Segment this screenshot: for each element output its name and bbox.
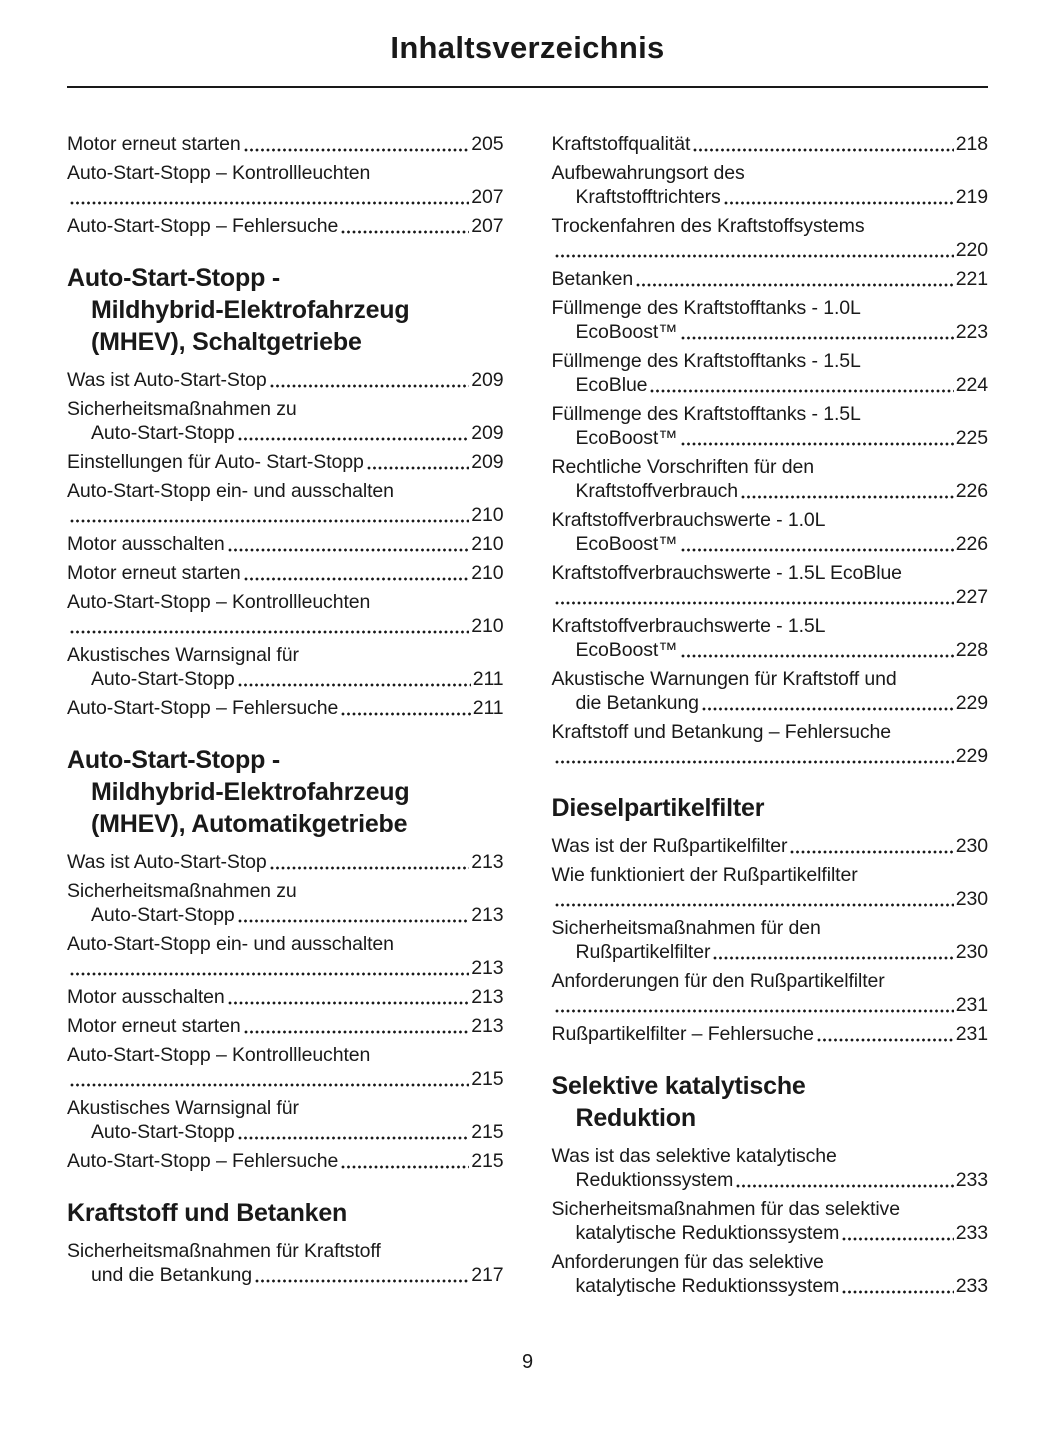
toc-entry — [67, 850, 504, 874]
toc-entry-line — [552, 373, 989, 397]
toc-entry-line — [67, 590, 504, 614]
section-heading-line: Auto-Start-Stopp - — [67, 264, 281, 292]
dot-leader — [70, 630, 469, 634]
toc-entry-line — [552, 969, 989, 993]
toc-entry — [67, 214, 504, 238]
toc-column-1 — [67, 132, 504, 1303]
section-heading-line: Mildhybrid-Elektrofahrzeug — [91, 296, 410, 324]
section-heading-line: Kraftstoff und Betanken — [67, 1199, 348, 1227]
dot-leader — [790, 850, 953, 854]
toc-entry-line — [552, 296, 989, 320]
dot-leader — [244, 148, 470, 152]
toc-entry-text: Rußpartikelfilter — [575, 941, 711, 963]
section-heading — [67, 1197, 504, 1229]
toc-entry-text: Auto-Start-Stopp – Fehlersuche — [67, 1150, 339, 1172]
dot-leader — [244, 577, 470, 581]
dot-leader — [270, 384, 470, 388]
toc-entry-page: 220 — [955, 239, 988, 261]
toc-entry — [552, 1022, 989, 1046]
toc-entry-text: Kraftstoffverbrauch — [575, 480, 738, 502]
toc-entry-line — [552, 132, 989, 156]
toc-entry — [552, 402, 989, 450]
toc-entry-page: 233 — [955, 1275, 988, 1297]
section-heading-line: Reduktion — [575, 1104, 696, 1132]
toc-entry-text: und die Betankung — [91, 1264, 252, 1286]
dot-leader — [713, 956, 953, 960]
toc-entry — [552, 132, 989, 156]
toc-entry — [67, 161, 504, 209]
toc-entry-text: Akustisches Warnsignal für — [67, 644, 299, 666]
toc-entry-line — [552, 614, 989, 638]
toc-entry-text: Auto-Start-Stopp – Kontrollleuchten — [67, 591, 371, 613]
toc-entry-text: Einstellungen für Auto- Start-Stopp — [67, 451, 364, 473]
toc-entry-line — [67, 903, 504, 927]
toc-entry — [67, 450, 504, 474]
toc-entry-line — [67, 614, 504, 638]
section-heading-line: Auto-Start-Stopp - — [67, 746, 281, 774]
toc-entry-line — [67, 421, 504, 445]
toc-entry-text: Sicherheitsmaßnahmen für Kraftstoff — [67, 1240, 381, 1262]
toc-entry-text: Sicherheitsmaßnahmen zu — [67, 398, 297, 420]
toc-entry-line — [67, 985, 504, 1009]
dot-leader — [228, 1001, 470, 1005]
toc-entry — [67, 643, 504, 691]
dot-leader — [693, 148, 953, 152]
dot-leader — [702, 707, 954, 711]
toc-entry-page: 230 — [955, 888, 988, 910]
toc-entry — [552, 296, 989, 344]
toc-entry-line — [67, 1120, 504, 1144]
toc-entry-line — [67, 132, 504, 156]
toc-entry-text: Motor ausschalten — [67, 533, 225, 555]
dot-leader — [555, 1009, 954, 1013]
toc-entry-page: 207 — [471, 186, 504, 208]
toc-entry-page: 215 — [471, 1150, 504, 1172]
dot-leader — [244, 1030, 470, 1034]
toc-entry-text: Akustisches Warnsignal für — [67, 1097, 299, 1119]
dot-leader — [741, 495, 954, 499]
toc-entry-line — [552, 349, 989, 373]
toc-entry — [552, 720, 989, 768]
toc-entry-text: Was ist das selektive katalytische — [551, 1145, 837, 1167]
toc-entry — [552, 667, 989, 715]
toc-entry — [552, 349, 989, 397]
toc-entry-text: Anforderungen für das selektive — [551, 1251, 824, 1273]
toc-entry-text: Auto-Start-Stopp — [91, 1121, 235, 1143]
toc-entry-line — [552, 185, 989, 209]
toc-entry-line — [67, 667, 504, 691]
toc-entry-text: Wie funktioniert der Rußpartikelfilter — [551, 864, 858, 886]
toc-entry-page: 215 — [471, 1121, 504, 1143]
dot-leader — [238, 683, 471, 687]
toc-entry-line — [67, 503, 504, 527]
toc-entry — [67, 132, 504, 156]
toc-entry-line — [67, 879, 504, 903]
dot-leader — [341, 1165, 469, 1169]
dot-leader — [367, 466, 469, 470]
toc-entry-page: 213 — [471, 904, 504, 926]
toc-entry-line — [552, 161, 989, 185]
toc-entry-page: 219 — [955, 186, 988, 208]
dot-leader — [724, 201, 954, 205]
toc-entry-line — [67, 479, 504, 503]
toc-entry — [67, 1096, 504, 1144]
toc-entry-text: Rußpartikelfilter – Fehlersuche — [551, 1023, 814, 1045]
dot-leader — [817, 1038, 954, 1042]
toc-entry — [552, 614, 989, 662]
dot-leader — [681, 548, 954, 552]
toc-entry-line — [552, 863, 989, 887]
toc-entry-line — [67, 1239, 504, 1263]
toc-entry — [67, 1149, 504, 1173]
toc-entry-text: Kraftstoffverbrauchswerte - 1.5L — [551, 615, 826, 637]
toc-entry-line — [67, 1014, 504, 1038]
toc-entry-page: 213 — [471, 986, 504, 1008]
dot-leader — [70, 1083, 469, 1087]
toc-entry-line — [67, 1043, 504, 1067]
toc-entry-text: katalytische Reduktionssystem — [575, 1222, 840, 1244]
toc-entry — [67, 879, 504, 927]
toc-entry-page: 210 — [471, 615, 504, 637]
dot-leader — [681, 442, 954, 446]
toc-entry-page: 217 — [471, 1264, 504, 1286]
toc-entry-line — [67, 1096, 504, 1120]
toc-columns — [67, 132, 988, 1303]
toc-entry-line — [552, 916, 989, 940]
toc-entry-text: EcoBoost™ — [575, 533, 678, 555]
toc-entry-text: Sicherheitsmaßnahmen für den — [551, 917, 821, 939]
toc-entry-text: Auto-Start-Stopp ein- und ausschalten — [67, 933, 394, 955]
toc-column-2 — [552, 132, 989, 1303]
toc-entry — [552, 267, 989, 291]
toc-entry-text: Auto-Start-Stopp — [91, 422, 235, 444]
toc-entry-page: 209 — [471, 451, 504, 473]
toc-entry-page: 210 — [471, 562, 504, 584]
toc-entry-line — [552, 561, 989, 585]
toc-entry — [67, 1239, 504, 1287]
toc-entry-line — [552, 585, 989, 609]
toc-entry-text: Reduktionssystem — [575, 1169, 734, 1191]
toc-entry-text: Füllmenge des Kraftstofftanks - 1.5L — [551, 350, 861, 372]
toc-entry-text: Motor erneut starten — [67, 1015, 241, 1037]
dot-leader — [842, 1290, 954, 1294]
toc-entry-text: Auto-Start-Stopp – Kontrollleuchten — [67, 162, 371, 184]
toc-entry-line — [67, 397, 504, 421]
toc-entry — [67, 696, 504, 720]
toc-entry-line — [67, 1149, 504, 1173]
toc-entry — [67, 1014, 504, 1038]
toc-entry — [552, 214, 989, 262]
toc-entry-line — [552, 940, 989, 964]
toc-entry-page: 225 — [955, 427, 988, 449]
toc-entry-line — [552, 532, 989, 556]
toc-entry-page: 231 — [955, 1023, 988, 1045]
toc-entry — [552, 561, 989, 609]
toc-entry-page: 227 — [955, 586, 988, 608]
toc-entry-line — [67, 643, 504, 667]
toc-entry-text: Was ist Auto-Start-Stop — [67, 851, 267, 873]
page-title: Inhaltsverzeichnis — [67, 30, 988, 88]
toc-entry-text: Trockenfahren des Kraftstoffsystems — [551, 215, 865, 237]
toc-entry-text: Kraftstofftrichters — [575, 186, 721, 208]
toc-entry-line — [552, 691, 989, 715]
toc-entry-page: 209 — [471, 369, 504, 391]
dot-leader — [555, 760, 954, 764]
toc-entry-line — [552, 834, 989, 858]
dot-leader — [341, 230, 469, 234]
dot-leader — [842, 1237, 954, 1241]
toc-entry-text: Betanken — [551, 268, 634, 290]
toc-entry-line — [552, 993, 989, 1017]
toc-entry — [67, 1043, 504, 1091]
toc-entry-text: katalytische Reduktionssystem — [575, 1275, 840, 1297]
toc-entry — [67, 532, 504, 556]
toc-entry-line — [552, 720, 989, 744]
toc-entry-line — [552, 1197, 989, 1221]
dot-leader — [681, 336, 954, 340]
toc-entry-text: Was ist der Rußpartikelfilter — [551, 835, 788, 857]
toc-entry-text: Aufbewahrungsort des — [551, 162, 745, 184]
toc-entry — [67, 590, 504, 638]
toc-entry-line — [552, 402, 989, 426]
section-heading-line: Mildhybrid-Elektrofahrzeug — [91, 778, 410, 806]
toc-entry-text: Rechtliche Vorschriften für den — [551, 456, 814, 478]
toc-entry-text: Kraftstoff und Betankung – Fehlersuche — [551, 721, 891, 743]
toc-entry-page: 224 — [955, 374, 988, 396]
toc-entry-text: Auto-Start-Stopp — [91, 904, 235, 926]
toc-entry — [552, 969, 989, 1017]
toc-entry-line — [552, 426, 989, 450]
toc-entry-page: 218 — [955, 133, 988, 155]
toc-entry-line — [67, 368, 504, 392]
section-heading — [67, 744, 504, 840]
toc-entry — [67, 368, 504, 392]
toc-entry-page: 210 — [471, 533, 504, 555]
dot-leader — [238, 919, 470, 923]
toc-entry-line — [552, 887, 989, 911]
dot-leader — [238, 437, 470, 441]
toc-entry-text: Kraftstoffverbrauchswerte - 1.5L EcoBlue — [551, 562, 902, 584]
toc-entry-page: 210 — [471, 504, 504, 526]
section-heading-line: Selektive katalytische — [551, 1072, 806, 1100]
toc-entry-text: EcoBoost™ — [575, 321, 678, 343]
toc-entry-line — [67, 214, 504, 238]
section-heading — [552, 792, 989, 824]
toc-entry-line — [67, 956, 504, 980]
toc-entry-line — [67, 932, 504, 956]
toc-entry-page: 209 — [471, 422, 504, 444]
section-heading — [552, 1070, 989, 1134]
toc-entry-line — [67, 161, 504, 185]
toc-entry-page: 213 — [471, 957, 504, 979]
toc-entry-page: 233 — [955, 1169, 988, 1191]
page-number: 9 — [521, 1351, 534, 1373]
toc-entry-text: EcoBoost™ — [575, 427, 678, 449]
dot-leader — [650, 389, 953, 393]
toc-entry — [552, 508, 989, 556]
toc-entry-page: 223 — [955, 321, 988, 343]
dot-leader — [636, 283, 954, 287]
toc-entry — [552, 1250, 989, 1298]
toc-entry-page: 229 — [955, 692, 988, 714]
toc-entry-page: 205 — [471, 133, 504, 155]
dot-leader — [70, 519, 469, 523]
toc-entry-page: 230 — [955, 941, 988, 963]
toc-entry-line — [552, 1274, 989, 1298]
toc-entry — [67, 561, 504, 585]
toc-entry-line — [552, 267, 989, 291]
toc-entry-line — [552, 1168, 989, 1192]
toc-entry-text: Kraftstoffqualität — [551, 133, 691, 155]
toc-entry-page: 213 — [471, 851, 504, 873]
toc-entry-line — [552, 1022, 989, 1046]
dot-leader — [736, 1184, 954, 1188]
toc-entry-text: Motor ausschalten — [67, 986, 225, 1008]
toc-entry-line — [552, 214, 989, 238]
toc-entry-page: 221 — [955, 268, 988, 290]
toc-entry-page: 226 — [955, 533, 988, 555]
dot-leader — [555, 601, 954, 605]
toc-entry-text: Was ist Auto-Start-Stop — [67, 369, 267, 391]
toc-entry-line — [552, 1144, 989, 1168]
toc-entry-text: EcoBoost™ — [575, 639, 678, 661]
section-heading — [67, 262, 504, 358]
toc-entry — [552, 455, 989, 503]
toc-entry-line — [67, 1067, 504, 1091]
dot-leader — [681, 654, 954, 658]
toc-entry-line — [552, 1221, 989, 1245]
dot-leader — [255, 1279, 469, 1283]
toc-entry-text: Motor erneut starten — [67, 133, 241, 155]
toc-entry-line — [67, 532, 504, 556]
section-heading-line: (MHEV), Automatikgetriebe — [91, 810, 408, 838]
toc-entry-text: Anforderungen für den Rußpartikelfilter — [551, 970, 885, 992]
toc-entry-text: Füllmenge des Kraftstofftanks - 1.0L — [551, 297, 861, 319]
dot-leader — [555, 903, 954, 907]
dot-leader — [228, 548, 470, 552]
toc-entry — [552, 161, 989, 209]
toc-entry-line — [67, 850, 504, 874]
toc-entry — [67, 985, 504, 1009]
toc-entry-text: Akustische Warnungen für Kraftstoff und — [551, 668, 897, 690]
toc-entry-text: Auto-Start-Stopp — [91, 668, 235, 690]
section-heading-line: (MHEV), Schaltgetriebe — [91, 328, 362, 356]
toc-entry-page: 226 — [955, 480, 988, 502]
section-heading-line: Dieselpartikelfilter — [551, 794, 765, 822]
toc-entry-line — [552, 455, 989, 479]
toc-entry-line — [552, 320, 989, 344]
dot-leader — [555, 254, 954, 258]
toc-entry — [67, 932, 504, 980]
toc-entry-page: 228 — [955, 639, 988, 661]
dot-leader — [270, 866, 470, 870]
toc-entry-page: 229 — [955, 745, 988, 767]
dot-leader — [70, 201, 469, 205]
toc-entry-page: 231 — [955, 994, 988, 1016]
toc-entry — [552, 1197, 989, 1245]
toc-entry-text: Füllmenge des Kraftstofftanks - 1.5L — [551, 403, 861, 425]
toc-entry — [552, 863, 989, 911]
toc-entry-text: Motor erneut starten — [67, 562, 241, 584]
toc-entry-page: 233 — [955, 1222, 988, 1244]
toc-entry-text: Kraftstoffverbrauchswerte - 1.0L — [551, 509, 826, 531]
toc-entry-page: 207 — [471, 215, 504, 237]
toc-entry-page: 213 — [471, 1015, 504, 1037]
toc-entry-line — [67, 561, 504, 585]
toc-entry-line — [552, 667, 989, 691]
toc-entry-line — [552, 744, 989, 768]
toc-entry-text: Sicherheitsmaßnahmen für das selektive — [551, 1198, 900, 1220]
toc-entry-line — [552, 638, 989, 662]
toc-entry-text: Auto-Start-Stopp – Fehlersuche — [67, 697, 339, 719]
toc-entry-text: Sicherheitsmaßnahmen zu — [67, 880, 297, 902]
toc-entry-line — [67, 696, 504, 720]
toc-entry-line — [67, 1263, 504, 1287]
toc-entry-text: Auto-Start-Stopp – Kontrollleuchten — [67, 1044, 371, 1066]
toc-entry-line — [67, 185, 504, 209]
toc-entry-page: 211 — [472, 697, 504, 719]
dot-leader — [341, 712, 470, 716]
toc-entry-page: 211 — [472, 668, 504, 690]
toc-entry-text: EcoBlue — [575, 374, 648, 396]
toc-entry-text: die Betankung — [575, 692, 699, 714]
toc-entry-line — [552, 238, 989, 262]
toc-entry — [552, 916, 989, 964]
toc-entry-text: Auto-Start-Stopp ein- und ausschalten — [67, 480, 394, 502]
toc-entry-line — [552, 508, 989, 532]
toc-entry-line — [552, 1250, 989, 1274]
toc-entry-line — [552, 479, 989, 503]
toc-entry-line — [67, 450, 504, 474]
toc-entry-text: Auto-Start-Stopp – Fehlersuche — [67, 215, 339, 237]
toc-entry — [67, 397, 504, 445]
dot-leader — [238, 1136, 470, 1140]
dot-leader — [70, 972, 469, 976]
toc-entry-page: 230 — [955, 835, 988, 857]
toc-entry-page: 215 — [471, 1068, 504, 1090]
toc-entry — [552, 834, 989, 858]
toc-entry — [67, 479, 504, 527]
toc-entry — [552, 1144, 989, 1192]
